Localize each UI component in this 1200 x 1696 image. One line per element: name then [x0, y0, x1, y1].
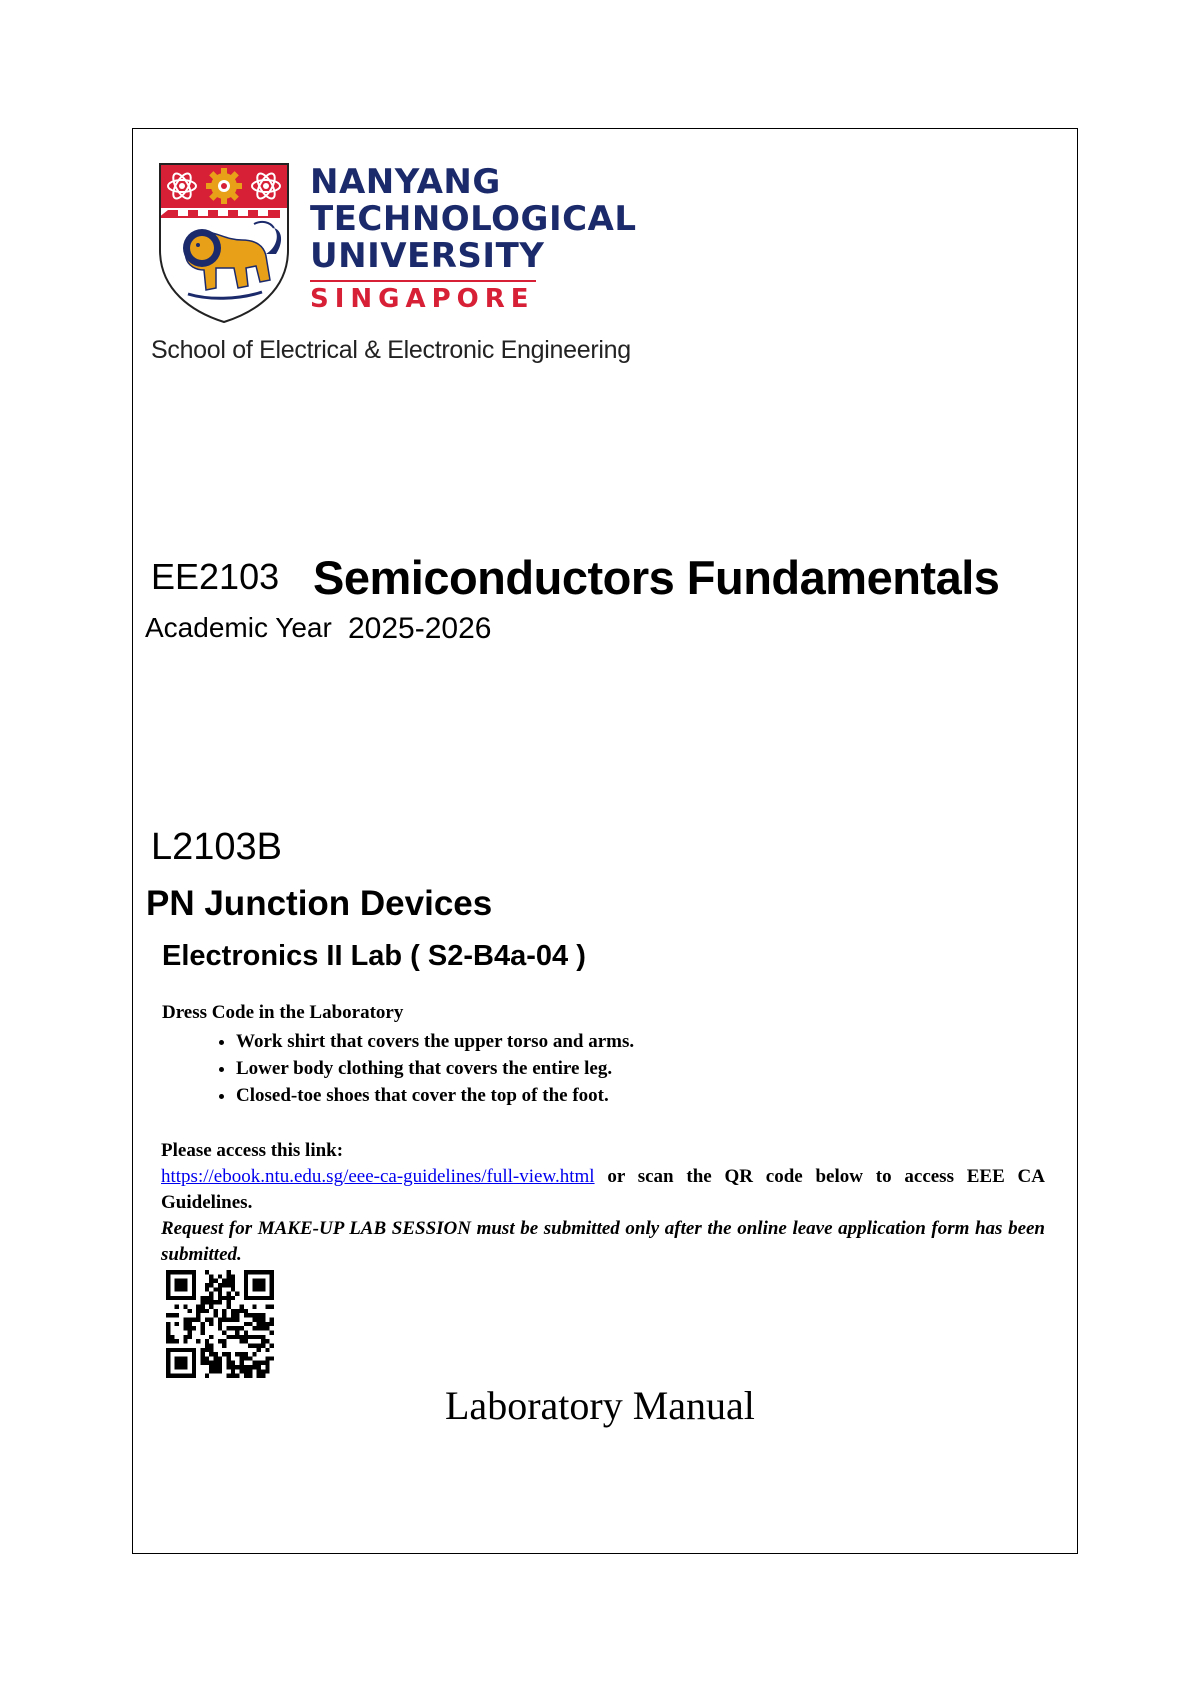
access-text	[161, 1164, 1045, 1216]
ntu-crest-icon	[158, 162, 290, 324]
wordmark-line-3: UNIVERSITY	[310, 236, 545, 276]
wordmark-line-2: TECHNOLOGICAL	[310, 199, 637, 239]
lab-room: Electronics II Lab ( S2-B4a-04 )	[162, 940, 586, 972]
academic-year-value: 2025-2026	[348, 612, 492, 645]
course-title: Semiconductors Fundamentals	[313, 551, 1000, 604]
make-up-request-note: Request for MAKE-UP LAB SESSION must be submitted only after the online leave application form has been submitted.	[161, 1218, 1045, 1265]
lab-code: L2103B	[151, 826, 283, 868]
access-heading: Please access this link:	[161, 1140, 344, 1161]
course-code: EE2103	[151, 556, 280, 597]
guidelines-link[interactable]: https://ebook.ntu.edu.sg/eee-ca-guidelines/full-view.html	[161, 1166, 595, 1187]
access-block	[161, 1138, 1045, 1268]
lab-title: PN Junction Devices	[146, 884, 493, 923]
dress-code-list	[196, 1028, 634, 1109]
qr-code-icon	[166, 1270, 274, 1378]
list-item: • Work shirt that covers the upper torso and arms.	[236, 1028, 634, 1055]
academic-year-label: Academic Year	[145, 612, 332, 643]
school-name: School of Electrical & Electronic Engineering	[151, 336, 631, 364]
list-item: • Closed-toe shoes that cover the top of the foot.	[236, 1082, 634, 1109]
singapore-rule	[310, 280, 536, 282]
dress-code-heading: Dress Code in the Laboratory	[162, 1002, 404, 1023]
university-wordmark	[310, 164, 637, 275]
list-item: • Lower body clothing that covers the entire leg.	[236, 1055, 634, 1082]
wordmark-singapore: SINGAPORE	[310, 284, 535, 314]
access-text-rest: or scan the QR code below to access EEE CA Guidelines.	[161, 1166, 1045, 1213]
manual-title: Laboratory Manual	[445, 1383, 755, 1428]
wordmark-line-1: NANYANG	[310, 162, 501, 202]
